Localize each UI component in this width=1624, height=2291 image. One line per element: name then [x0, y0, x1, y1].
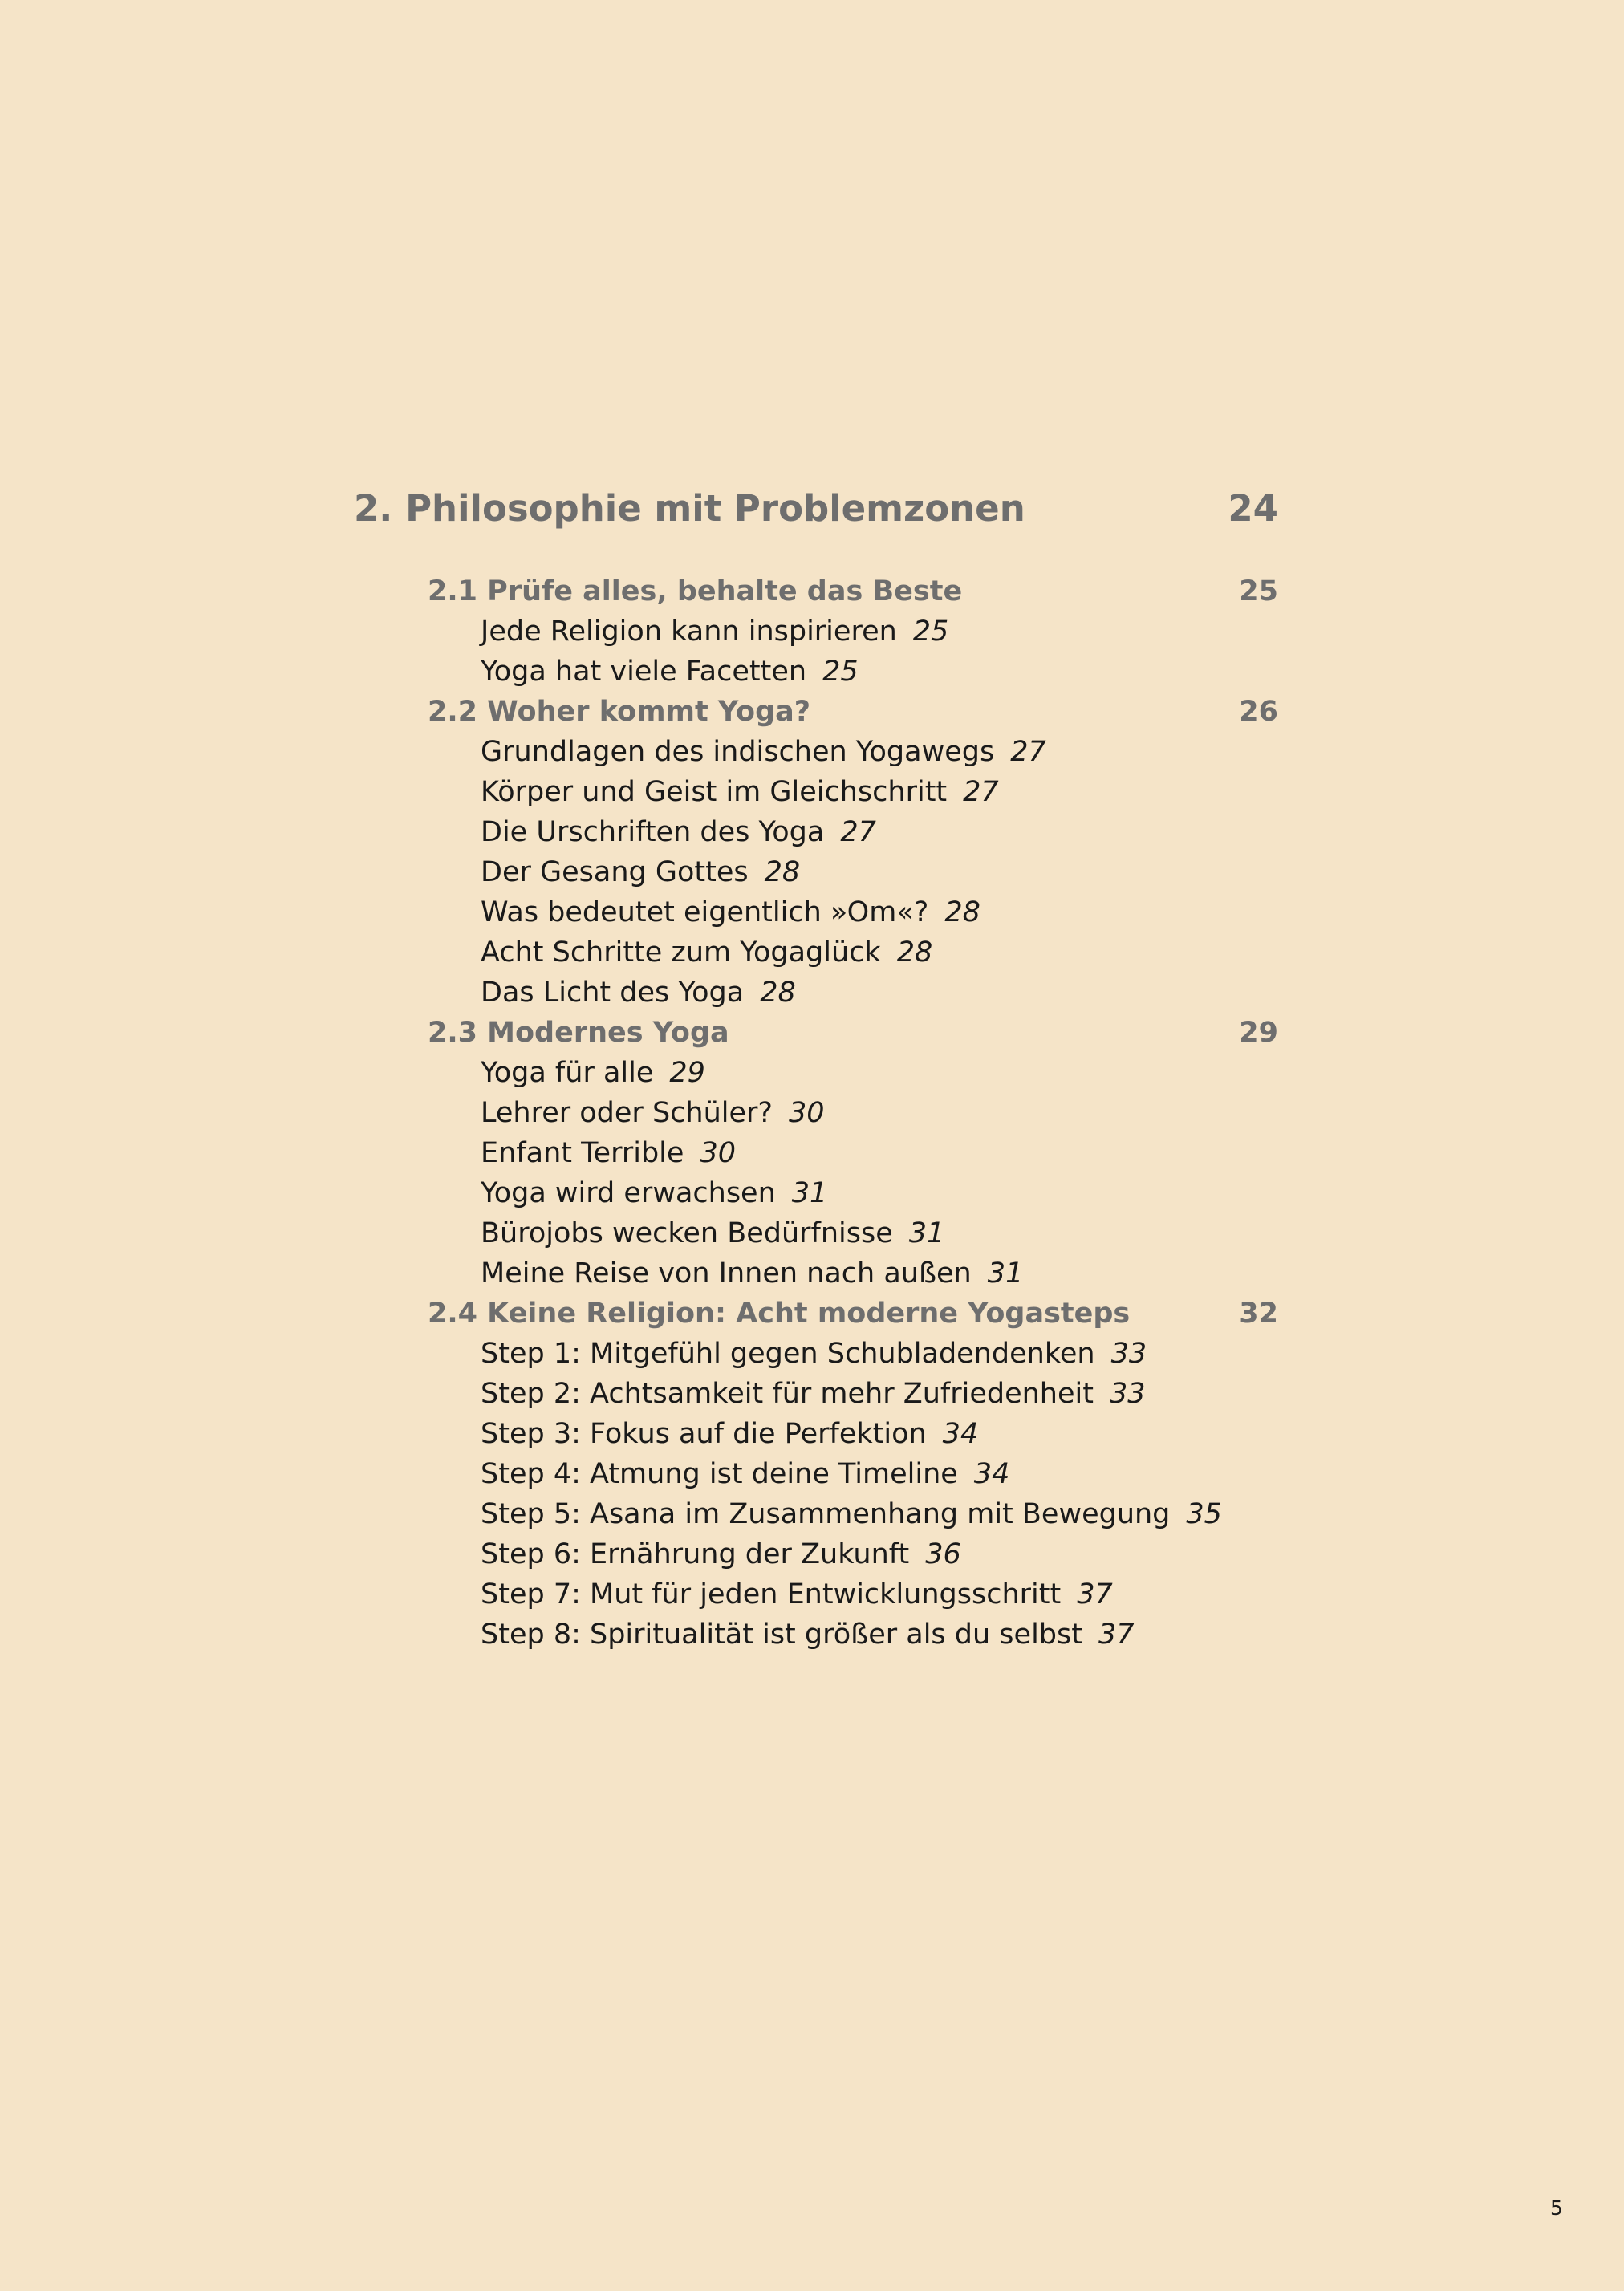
- entry-title: Meine Reise von Innen nach außen: [481, 1257, 972, 1290]
- toc-entry: [481, 1536, 961, 1573]
- toc-entry: [481, 1255, 1023, 1292]
- entry-title: Step 4: Atmung ist deine Timeline: [481, 1458, 958, 1490]
- entry-title: Step 2: Achtsamkeit für mehr Zufriedenheit: [481, 1378, 1094, 1410]
- toc-entry: [481, 774, 999, 810]
- entry-title: Step 8: Spiritualität ist größer als du selbst: [481, 1619, 1082, 1651]
- entry-title: Step 5: Asana im Zusammenhang mit Bewegung: [481, 1498, 1171, 1530]
- entry-page-number: 25: [912, 615, 949, 648]
- entry-title: Step 1: Mitgefühl gegen Schubladendenken: [481, 1338, 1095, 1370]
- entry-page-number: 30: [700, 1137, 736, 1169]
- section-heading: [428, 1295, 1278, 1332]
- entry-title: Körper und Geist im Gleichschritt: [481, 776, 948, 808]
- toc-entry: [481, 1496, 1222, 1533]
- entry-page-number: 28: [760, 977, 796, 1009]
- entry-page-number: 31: [791, 1177, 828, 1209]
- entry-title: Step 7: Mut für jeden Entwicklungsschritt: [481, 1578, 1062, 1611]
- toc-entry: [481, 1576, 1113, 1613]
- entry-page-number: 34: [942, 1418, 979, 1450]
- entry-title: Das Licht des Yoga: [481, 977, 745, 1009]
- entry-title: Yoga für alle: [481, 1057, 654, 1089]
- entry-page-number: 34: [973, 1458, 1010, 1490]
- entry-page-number: 25: [822, 656, 859, 688]
- toc-entry: [481, 974, 796, 1011]
- entry-title: Yoga wird erwachsen: [481, 1177, 776, 1209]
- toc-entry: [481, 1054, 705, 1091]
- chapter-page-number: 24: [1228, 487, 1278, 530]
- entry-title: Bürojobs wecken Bedürfnisse: [481, 1217, 893, 1249]
- entry-title: Der Gesang Gottes: [481, 856, 749, 888]
- entry-title: Step 3: Fokus auf die Perfektion: [481, 1418, 927, 1450]
- toc-entry: [481, 613, 948, 650]
- toc-entry: [481, 1215, 944, 1252]
- toc-entry: [481, 1175, 827, 1212]
- entry-title: Enfant Terrible: [481, 1137, 684, 1169]
- chapter-heading: [354, 485, 1278, 533]
- entry-title: Die Urschriften des Yoga: [481, 816, 825, 848]
- toc-entry: [481, 1456, 1009, 1493]
- toc-entry: [481, 1135, 736, 1172]
- entry-page-number: 30: [789, 1097, 825, 1129]
- toc-entry: [481, 653, 859, 690]
- entry-page-number: 33: [1109, 1378, 1146, 1410]
- entry-title: Step 6: Ernährung der Zukunft: [481, 1538, 910, 1570]
- toc-entry: [481, 854, 800, 891]
- entry-page-number: 29: [669, 1057, 705, 1089]
- entry-page-number: 35: [1186, 1498, 1222, 1530]
- entry-title: Jede Religion kann inspirieren: [481, 615, 897, 648]
- entry-page-number: 37: [1077, 1578, 1113, 1611]
- section-title: 2.2 Woher kommt Yoga?: [428, 696, 811, 728]
- entry-page-number: 28: [944, 896, 980, 928]
- section-page-number: 29: [1239, 1017, 1278, 1049]
- toc-entry: [481, 733, 1046, 770]
- toc-entry: [481, 1616, 1135, 1653]
- entry-title: Lehrer oder Schüler?: [481, 1097, 773, 1129]
- toc-entry: [481, 934, 932, 971]
- section-heading: [428, 693, 1278, 730]
- entry-page-number: 27: [963, 776, 999, 808]
- toc-entry: [481, 1416, 978, 1452]
- toc-entry: [481, 894, 980, 931]
- entry-page-number: 36: [925, 1538, 961, 1570]
- entry-title: Was bedeutet eigentlich »Om«?: [481, 896, 929, 928]
- entry-page-number: 31: [987, 1257, 1024, 1290]
- section-page-number: 25: [1239, 575, 1278, 607]
- section-heading: [428, 573, 1278, 610]
- section-heading: [428, 1014, 1278, 1051]
- section-page-number: 26: [1239, 696, 1278, 728]
- entry-title: Yoga hat viele Facetten: [481, 656, 807, 688]
- toc-entry: [481, 1095, 825, 1131]
- page-number: 5: [1550, 2196, 1563, 2220]
- entry-title: Grundlagen des indischen Yogawegs: [481, 736, 995, 768]
- entry-page-number: 28: [764, 856, 801, 888]
- toc-entry: [481, 1335, 1147, 1372]
- entry-page-number: 37: [1098, 1619, 1135, 1651]
- entry-page-number: 28: [896, 936, 933, 969]
- section-title: 2.3 Modernes Yoga: [428, 1017, 729, 1049]
- section-page-number: 32: [1239, 1298, 1278, 1330]
- entry-title: Acht Schritte zum Yogaglück: [481, 936, 881, 969]
- entry-page-number: 27: [1010, 736, 1046, 768]
- toc-entry: [481, 1375, 1146, 1412]
- entry-page-number: 33: [1110, 1338, 1147, 1370]
- section-title: 2.4 Keine Religion: Acht moderne Yogasteps: [428, 1298, 1131, 1330]
- chapter-title: 2. Philosophie mit Problemzonen: [354, 487, 1025, 530]
- section-title: 2.1 Prüfe alles, behalte das Beste: [428, 575, 963, 607]
- entry-page-number: 27: [840, 816, 876, 848]
- toc-entry: [481, 814, 876, 851]
- entry-page-number: 31: [908, 1217, 945, 1249]
